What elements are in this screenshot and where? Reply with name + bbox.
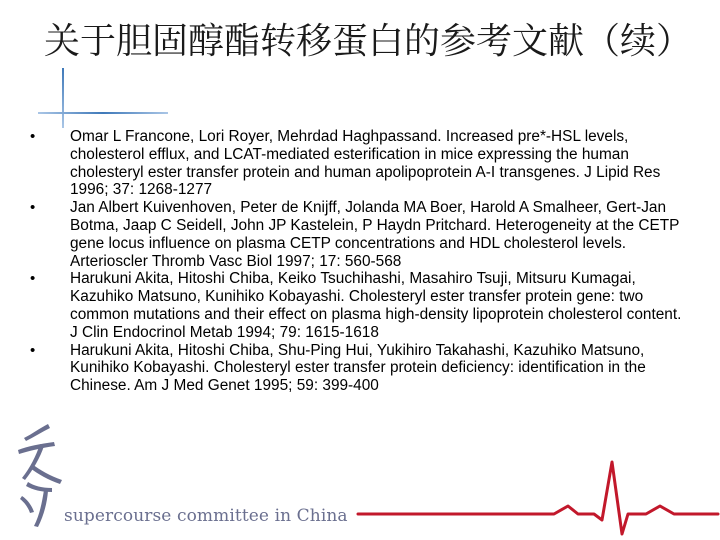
footer-logo-text: supercourse committee in China (64, 506, 348, 526)
reference-text: Harukuni Akita, Hitoshi Chiba, Keiko Tsuchihashi, Masahiro Tsuji, Mitsuru Kumagai, Kazuhiko Matsuno, Kunihiko Kobayashi. Cholesteryl ester transfer protein gene: two common mutations and their effect on plasma high-density lipoprotein cholesterol content. J Clin Endocrinol Metab 1994; 79: 1615-1618 (70, 270, 682, 341)
slide-title: 关于胆固醇酯转移蛋白的参考文献（续） (44, 21, 693, 62)
reference-list (30, 128, 686, 395)
reference-text: Omar L Francone, Lori Royer, Mehrdad Haghpassand. Increased pre*-HSL levels, cholesterol efflux, and LCAT-mediated esterification in mice expressing the human cholesteryl ester transfer protein and human apolipoprotein A-I transgenes. J Lipid Res 1996; 37: 1268-1277 (70, 128, 661, 199)
calligraphy-logo-icon (10, 420, 70, 530)
reference-text: Harukuni Akita, Hitoshi Chiba, Shu-Ping Hui, Yukihiro Takahashi, Kazuhiko Matsuno, Kunihiko Kobayashi. Cholesteryl ester transfer protein deficiency: identification in the Chinese. Am J Med Genet 1995; 59: 399-400 (70, 341, 646, 395)
reference-item-4 (30, 342, 686, 395)
bullet-icon: • (30, 270, 36, 288)
bullet-icon: • (30, 199, 36, 217)
title-accent-vertical-line (62, 68, 64, 128)
reference-item-1 (30, 128, 686, 199)
reference-item-2 (30, 199, 686, 270)
reference-item-3 (30, 270, 686, 341)
bullet-icon: • (30, 128, 36, 145)
title-accent-horizontal-line (38, 112, 168, 114)
bullet-icon: • (30, 341, 36, 359)
ecg-line-icon (356, 456, 720, 540)
reference-text: Jan Albert Kuivenhoven, Peter de Knijff, Jolanda MA Boer, Harold A Smalheer, Gert-Jan Botma, Jaap C Seidell, John JP Kastelein, P Haydn Pritchard. Heterogeneity at the CETP gene locus influence on plasma CETP concentrations and HDL cholesterol levels. Arterioscler Thromb Vasc Biol 1997; 17: 560-568 (70, 199, 680, 270)
